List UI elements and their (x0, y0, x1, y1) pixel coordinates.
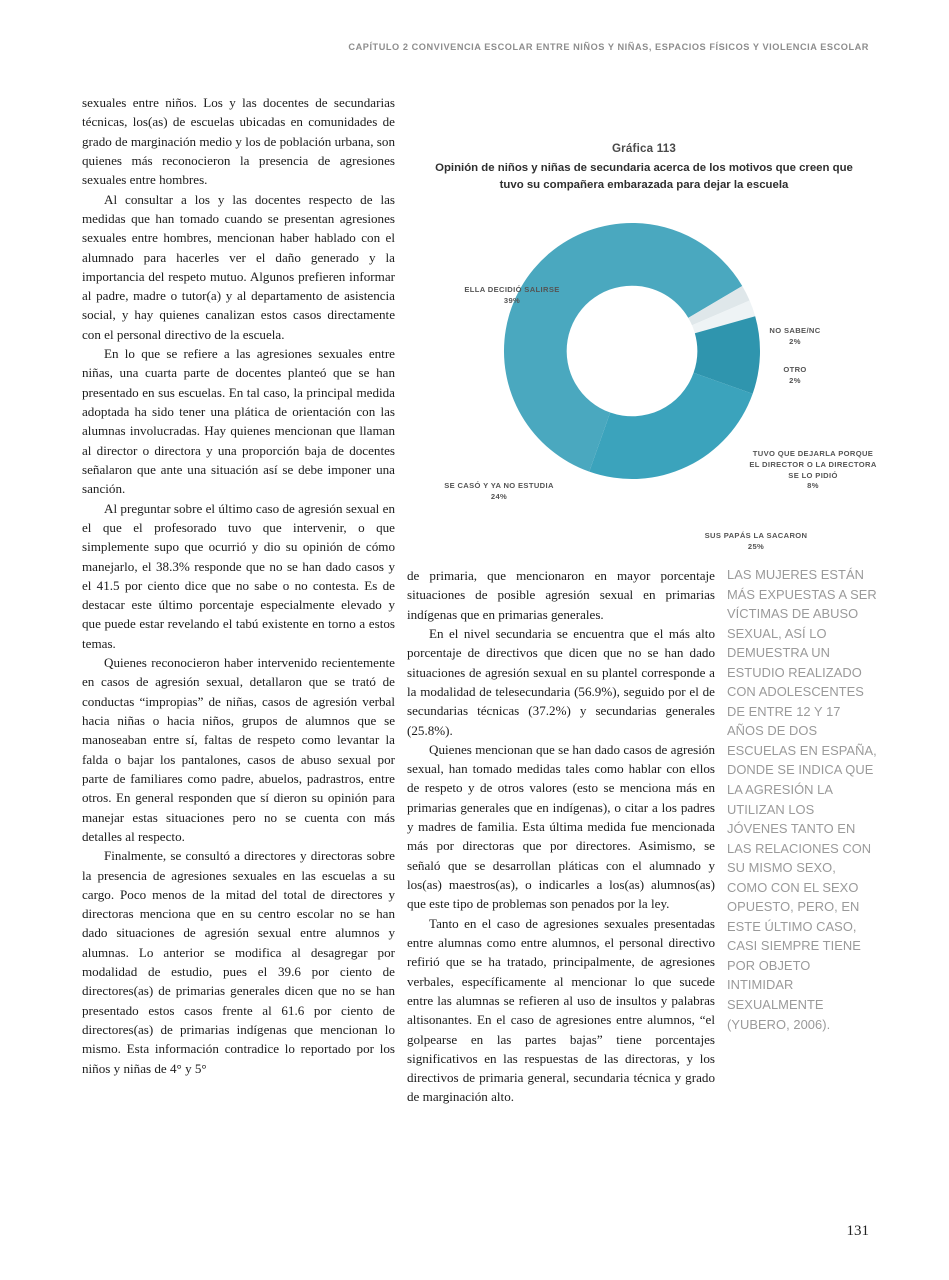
running-head: CAPÍTULO 2 CONVIVENCIA ESCOLAR ENTRE NIÑOS Y NIÑAS, ESPACIOS FÍSICOS Y VIOLENCIA ESCOLAR (348, 42, 869, 52)
chart-label-text: NO SABE/NC (769, 326, 821, 336)
chart-label-value: 8% (807, 481, 819, 491)
figure-number: Gráfica 113 (611, 142, 677, 155)
chart-label-tuvo-que-dejarla (748, 449, 878, 492)
chart-label-value: 2% (789, 336, 801, 346)
chart-label-text: ELLA DECIDIÓ SALIRSE (464, 285, 560, 295)
chart-label-value: 39% (503, 295, 521, 305)
chart-label-ella-decidio-salirse (452, 285, 572, 307)
paragraph: Al consultar a los y las docentes respecto de las medidas que han tomado cuando se presentan agresiones sexuales entre hombres, mencionan haber hablado con el alumnado para hacerles ver el daño generado y la importancia del respeto mutuo. Algunos prefieren informar al padre, madre o tutor(a) y al departamento de asistencia social, y hay quienes canalizan estos casos directamente con el personal directivo de la escuela. (82, 191, 395, 342)
chart-label-sus-papas-la-sacaron (676, 531, 836, 553)
paragraph: de primaria, que mencionaron en mayor porcentaje situaciones de posible agresión sexual en primarias indígenas que en primarias generales. (407, 568, 715, 622)
chart-label-text: SUS PAPÁS LA SACARON (704, 531, 808, 541)
chart-label-se-caso-y-ya-no-estudia (424, 481, 574, 503)
body-column-left (82, 93, 395, 1078)
body-column-middle (407, 566, 715, 1107)
paragraph: En el nivel secundaria se encuentra que el más alto porcentaje de directivos que dicen que no se han dado situaciones de agresión sexual en su plantel corresponde a la modalidad de telesecundaria (56.9%), seguido por el de secundarias técnicas (37.2%) y secundarias generales (25.8%). (407, 625, 715, 738)
paragraph: Quienes mencionan que se han dado casos de agresión sexual, han tomado medidas tales como hablar con ellos de respeto y de otros valores (esto se menciona más en primarias generales que en indígenas), o citar a los padres y madres de familia. Esta última medida fue mencionada más por directoras que por directores. Asimismo, se señaló que se desarrollan pláticas con el alumnado y los(as) maestros(as), o indicarles a los(as) alumnos(as) que este tipo de problemas son penados por la ley. (407, 741, 715, 912)
slice-sus-papas-la-sacaron (589, 373, 752, 479)
chart-label-value: 2% (789, 375, 801, 385)
chart-label-no-sabe-nc (756, 326, 834, 348)
chart-label-text: TUVO QUE DEJARLA PORQUE EL DIRECTOR O LA DIRECTORA SE LO PIDIÓ (749, 449, 877, 480)
paragraph: Tanto en el caso de agresiones sexuales presentadas entre alumnas como entre alumnos, el personal directivo refirió que se ha tratado, principalmente, de agresiones verbales, específicamente al mencionar lo que sucede entre las alumnas se refieren al uso de insultos y palabras altisonantes. En el caso de agresiones entre alumnos, “el golpearse en las partes bajas” tiene porcentajes significativos en las respuestas de las directoras, y los directivos de primaria general, secundaria técnica y grado de marginación alto. (407, 915, 715, 1105)
page-number: 131 (846, 1223, 869, 1239)
paragraph: sexuales entre niños. Los y las docentes de secundarias técnicas, los(as) de escuelas ubicadas en comunidades de grado de marginación medio y los de población urbana, son quienes más reconocieron la presencia de agresiones sexuales entre hombres. (82, 95, 395, 188)
chart-label-otro (760, 365, 830, 387)
paragraph: En lo que se refiere a las agresiones sexuales entre niñas, una cuarta parte de docentes planteó que se han presentado en sus escuelas. En tal caso, la principal medida adoptada ha sido tener una plática de orientación con las alumnas involucradas. Hay quienes mencionan que llaman al director o directora y una proporción baja de docentes señalaron que ante una situación así se debe imponer una sanción. (82, 346, 395, 497)
pull-quote: LAS MUJERES ESTÁN MÁS EXPUESTAS A SER VÍCTIMAS DE ABUSO SEXUAL, ASÍ LO DEMUESTRA UN ESTUDIO REALIZADO CON ADOLESCENTES DE ENTRE 12 Y 17 AÑOS DE DOS ESCUELAS EN ESPAÑA, DONDE SE INDICA QUE LA AGRESIÓN LA UTILIZAN LOS JÓVENES TANTO EN LAS RELACIONES CON SU MISMO SEXO, COMO CON EL SEXO OPUESTO, PERO, EN ESTE ÚLTIMO CASO, CASI SIEMPRE TIENE POR OBJETO INTIMIDAR SEXUALMENTE (YUBERO, 2006). (727, 567, 877, 1032)
paragraph: Quienes reconocieron haber intervenido recientemente en casos de agresión sexual, detallaron que se trató de conductas “impropias” de niñas, casos de agresión verbal hacia niñas o hacia niños, grupos de alumnos que se manoseaban entre sí, faltas de respeto como levantar la falda o bajar los pantalones, casos de abuso sexual por parte de familiares como padre, abuelos, padrastros, entre otros. En general responden que sí dieron su opinión para manejar estas situaciones pero no se cuenta con más detalles al respecto. (82, 655, 395, 844)
chart-label-value: 24% (490, 491, 508, 501)
chart-label-text: OTRO (783, 365, 807, 375)
chart-label-text: SE CASÓ Y YA NO ESTUDIA (444, 481, 554, 491)
donut-chart (404, 193, 884, 551)
figure-grafica-113 (404, 128, 884, 551)
figure-title: Opinión de niños y niñas de secundaria acerca de los motivos que creen que tuvo su compañera embarazada para dejar la escuela (435, 162, 853, 191)
paragraph: Al preguntar sobre el último caso de agresión sexual en el que el profesorado tuvo que intervenir, o que simplemente supo que ocurrió y dio su opinión de cómo manejarlo, el 38.3% responde que no se han dado casos y el 41.5 por ciento dice que no sabe o no contesta. Es de destacar este último porcentaje especialmente elevado y que puede estar revelando el tabú existente en torno a estos temas. (82, 500, 395, 651)
paragraph: Finalmente, se consultó a directores y directoras sobre la presencia de agresiones sexuales en las escuelas a su cargo. Poco menos de la mitad del total de directores y directoras menciona que en su centro escolar no se han dado situaciones de agresión sexual entre alumnos y alumnas. Lo anterior se modifica al desagregar por modalidad de estudio, pues el 39.6 por ciento de directores(as) de primarias generales dicen que no se han presentado estos casos frente al 61.6 por ciento de directores(as) de primarias indígenas que mencionan lo mismo. Esta información contradice lo reportado por los niños y niñas de 4° y 5° (82, 848, 395, 1076)
chart-label-value: 25% (747, 541, 765, 551)
